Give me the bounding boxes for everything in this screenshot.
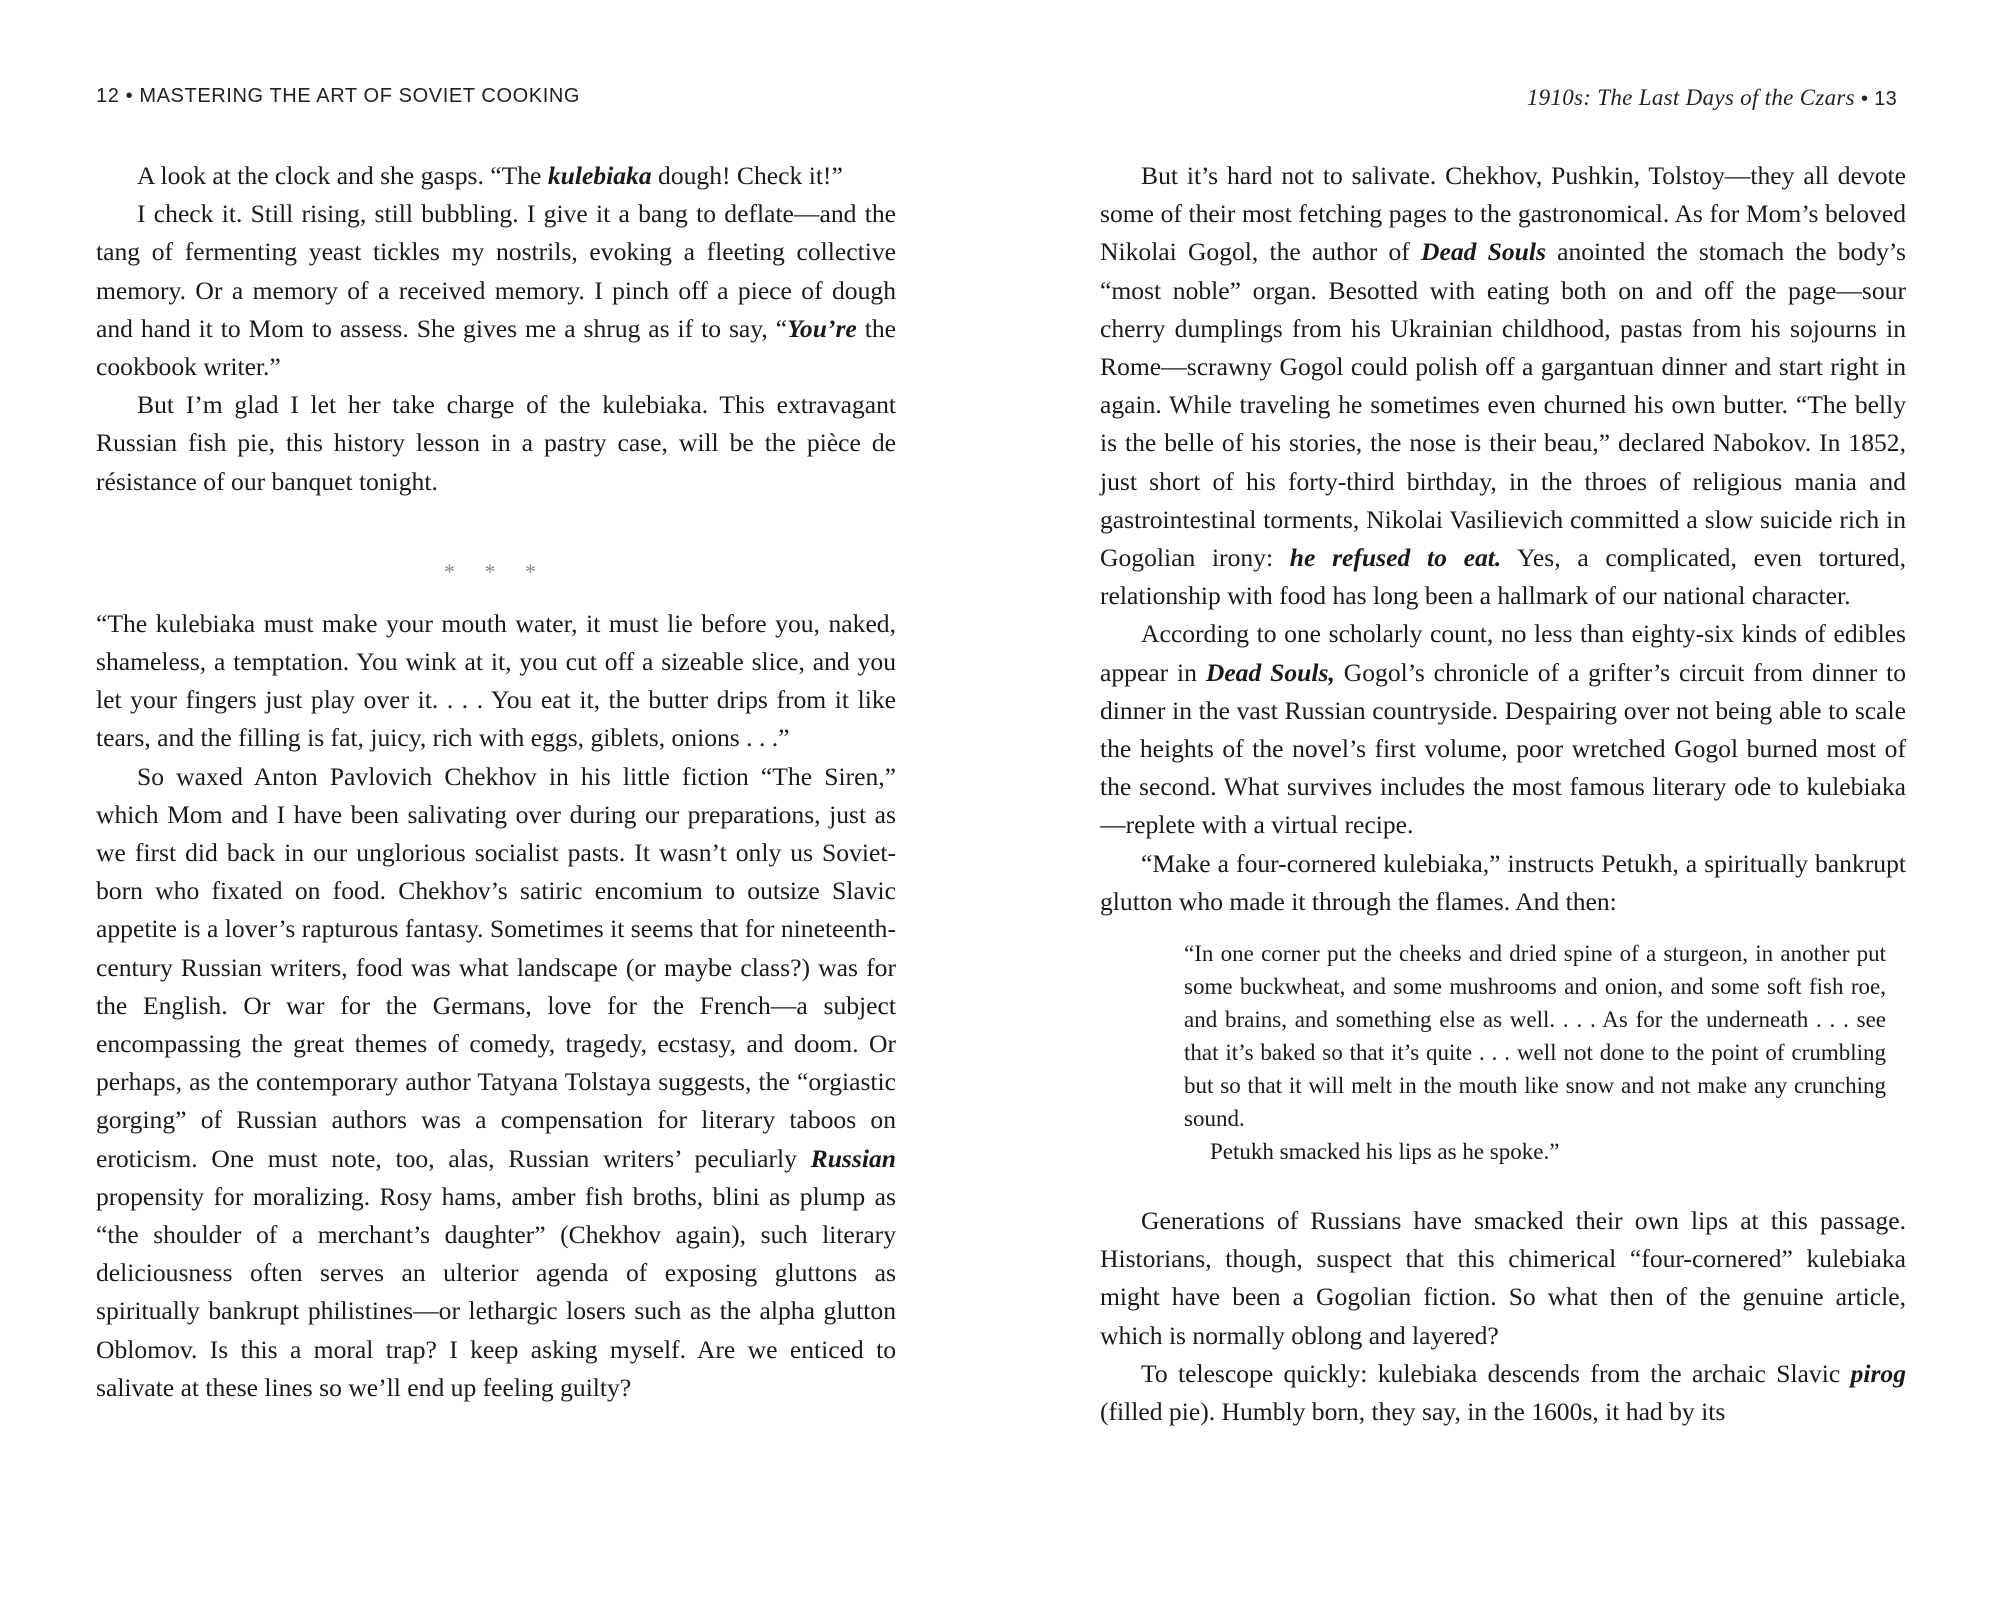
running-header-right	[1527, 85, 1897, 111]
right-page	[996, 0, 1993, 1606]
quote-paragraph: “In one corner put the cheeks and dried spine of a sturgeon, in another put some buckwheat, and some mushrooms and onion, and some soft fish roe, and brains, and something else as well. . . . As for the underneath . . . see that it’s baked so that it’s quite . . . well not done to the point of crumbling but so that it will melt in the mouth like snow and not make any crunching sound.	[1184, 941, 1886, 1132]
paragraph: But I’m glad I let her take charge of the kulebiaka. This extravagant Russian fish pie, this history lesson in a pastry case, will be the pièce de résistance of our banquet tonight.	[96, 390, 896, 496]
quote-paragraph: Petukh smacked his lips as he spoke.”	[1210, 1139, 1560, 1165]
paragraph: Generations of Russians have smacked their own lips at this passage. Historians, though, suspect that this chimerical “four-cornered” kulebiaka might have been a Gogolian fiction. So what then of the genuine article, which is normally oblong and layered?	[1100, 1206, 1906, 1350]
block-quote	[1184, 937, 1886, 1168]
paragraph: So waxed Anton Pavlovich Chekhov in his little fiction “The Siren,” which Mom and I have been salivating over during our preparations, just as we first did back in our unglorious socialist pasts. It wasn’t only us Soviet-born who fixated on food. Chekhov’s satiric encomium to outsize Slavic appetite is a lover’s rapturous fantasy. Sometimes it seems that for nineteenth-century Russian writers, food was what landscape (or maybe class?) was for the English. Or war for the Germans, love for the French—a subject encompassing the great themes of comedy, tragedy, ecstasy, and doom. Or perhaps, as the contemporary author Tatyana Tolstaya suggests, the “orgiastic gorging” of Russian authors was a compensation for literary taboos on eroticism. One must note, too, alas, Russian writers’ peculiarly Russian propensity for moralizing. Rosy hams, amber fish broths, blini as plump as “the shoulder of a merchant’s daughter” (Chekhov again), such literary deliciousness often serves an ulterior agenda of exposing gluttons as spiritually bankrupt philistines—or lethargic losers such as the alpha glutton Oblomov. Is this a moral trap? I keep asking myself. Are we enticed to salivate at these lines so we’ll end up feeling guilty?	[96, 761, 896, 1402]
left-page	[0, 0, 996, 1606]
running-header-left: 12 • MASTERING THE ART OF SOVIET COOKING	[96, 85, 581, 107]
paragraph: “The kulebiaka must make your mouth water, it must lie before you, naked, shameless, a temptation. You wink at it, you cut off a sizeable slice, and you let your fingers just play over it. . . . You eat it, the butter drips from it like tears, and the filling is fat, juicy, rich with eggs, giblets, onions . . .”	[96, 608, 896, 753]
paragraph: I check it. Still rising, still bubbling. I give it a bang to deflate—and the tang of fermenting yeast tickles my nostrils, evoking a fleeting collective memory. Or a memory of a received memory. I pinch off a piece of dough and hand it to Mom to assess. She gives me a shrug as if to say, “You’re the cookbook writer.”	[96, 199, 896, 382]
paragraph: A look at the clock and she gasps. “The kulebiaka dough! Check it!”	[137, 161, 843, 190]
page-number: • 13	[1860, 88, 1897, 110]
section-separator: * * *	[444, 558, 548, 584]
paragraph: According to one scholarly count, no less than eighty-six kinds of edibles appear in Dead Souls, Gogol’s chronicle of a grifter’s circuit from dinner to dinner in the vast Russian countryside. Despairing over not being able to scale the heights of the novel’s first volume, poor wretched Gogol burned most of the second. What survives includes the most famous literary ode to kulebiaka—replete with a virtual recipe.	[1100, 619, 1907, 840]
paragraph: But it’s hard not to salivate. Chekhov, Pushkin, Tolstoy—they all devote some of their most fetching pages to the gastronomical. As for Mom’s beloved Nikolai Gogol, the author of Dead Souls anointed the stomach the body’s “most noble” organ. Besotted with eating both on and off the page—sour cherry dumplings from his Ukrainian childhood, pastas from his sojourns in Rome—scrawny Gogol could polish off a gargantuan dinner and start right in again. While traveling he sometimes even churned his own butter. “The belly is the belle of his stories, the nose is their beau,” declared Nabokov. In 1852, just short of his forty-third birthday, in the throes of religious mania and gastrointestinal torments, Nikolai Vasilievich committed a slow suicide rich in Gogolian irony: he refused to eat. Yes, a complicated, even tortured, relationship with food has long been a hallmark of our national character.	[1100, 161, 1907, 611]
paragraph: “Make a four-cornered kulebiaka,” instructs Petukh, a spiritually bankrupt glutton who made it through the flames. And then:	[1100, 848, 1906, 916]
left-body-text	[96, 157, 896, 1407]
right-body-text	[1100, 157, 1906, 1431]
paragraph: To telescope quickly: kulebiaka descends from the archaic Slavic pirog (filled pie). Humbly born, they say, in the 1600s, it had by its	[1100, 1358, 1906, 1427]
chapter-title: 1910s: The Last Days of the Czars	[1526, 85, 1855, 110]
